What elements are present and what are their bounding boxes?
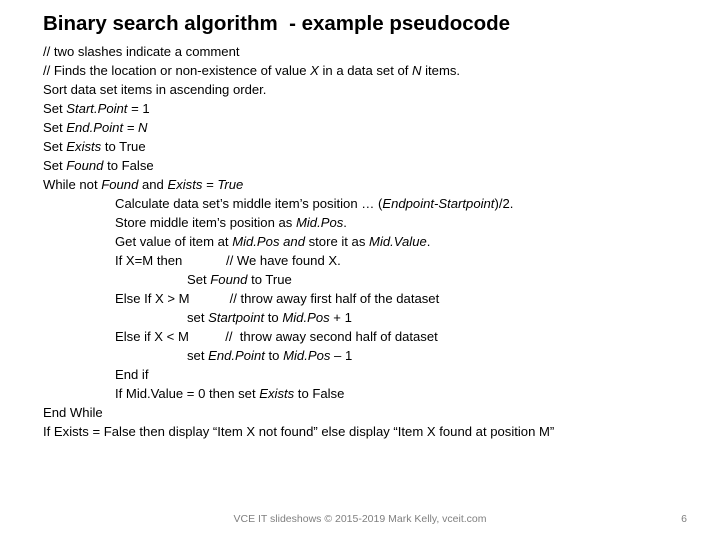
code-identifier: Mid.Pos [295, 215, 344, 230]
code-text: set [187, 348, 209, 363]
code-text: )/2. [494, 196, 514, 211]
code-line [43, 137, 693, 156]
code-line [43, 232, 693, 251]
code-text: in a data set of [318, 63, 413, 78]
code-text: // Finds the location or non-existence of value [43, 63, 311, 78]
code-line [43, 422, 693, 441]
code-text: Set [43, 101, 67, 116]
code-identifier: Mid.Value [369, 234, 427, 249]
code-text: items. [421, 63, 461, 78]
pseudocode-block [43, 42, 693, 441]
code-text: Else If X > M // throw away first half of the dataset [115, 291, 440, 306]
code-identifier: Startpoint [208, 310, 265, 325]
code-identifier: Mid.Pos and [232, 234, 305, 249]
page-number: 6 [681, 513, 687, 525]
code-text: End if [115, 367, 149, 382]
code-text: + 1 [329, 310, 352, 325]
code-line [43, 251, 693, 270]
code-text: to True [101, 139, 146, 154]
code-text: Sort data set items in ascending order. [43, 82, 267, 97]
code-line [43, 365, 693, 384]
code-identifier: Exists = True [167, 177, 244, 192]
code-identifier: Exists [66, 139, 102, 154]
code-text: Store middle item’s position as [115, 215, 296, 230]
code-line [43, 42, 693, 61]
code-line [43, 156, 693, 175]
code-text: Set [43, 120, 67, 135]
code-text: to [264, 310, 283, 325]
code-identifier: X [310, 63, 319, 78]
code-identifier: N [412, 63, 422, 78]
code-text: set [187, 310, 209, 325]
slide-title: Binary search algorithm - example pseudocode [43, 12, 511, 35]
code-text: . [343, 215, 347, 230]
code-text: Get value of item at [115, 234, 233, 249]
code-text: Else if X < M // throw away second half of dataset [115, 329, 438, 344]
code-line [43, 403, 693, 422]
code-text: to [264, 348, 284, 363]
code-text: If Exists = False then display “Item X not found” else display “Item X found at position M” [43, 424, 555, 439]
code-text: End While [43, 405, 103, 420]
code-text: . [426, 234, 431, 249]
code-text: If Mid.Value = 0 then set [115, 386, 260, 401]
code-identifier: Found [210, 272, 248, 287]
code-text: to False [294, 386, 345, 401]
code-line [43, 194, 693, 213]
code-text: Set [43, 139, 67, 154]
code-line [43, 80, 693, 99]
code-line [43, 118, 693, 137]
code-line [43, 213, 693, 232]
code-line [43, 61, 693, 80]
code-line [43, 308, 693, 327]
code-identifier: Mid.Pos [283, 348, 331, 363]
code-text: Set [43, 158, 67, 173]
code-text: store it as [304, 234, 370, 249]
code-line [43, 99, 693, 118]
code-line [43, 289, 693, 308]
code-identifier: End.Point = N [66, 120, 148, 135]
code-line [43, 270, 693, 289]
code-identifier: Found [101, 177, 139, 192]
slide-footer: VCE IT slideshows © 2015-2019 Mark Kelly, vceit.com [233, 513, 487, 525]
code-identifier: End.Point [208, 348, 265, 363]
code-identifier: Start.Point [66, 101, 128, 116]
code-line [43, 384, 693, 403]
code-text: to False [103, 158, 154, 173]
code-identifier: Endpoint-Startpoint [382, 196, 495, 211]
code-text: = 1 [127, 101, 150, 116]
code-text: – 1 [330, 348, 353, 363]
code-identifier: Exists [259, 386, 295, 401]
code-line [43, 346, 693, 365]
code-identifier: Mid.Pos [282, 310, 330, 325]
code-text: While not [43, 177, 102, 192]
code-text: Calculate data set’s middle item’s position … ( [115, 196, 383, 211]
code-text: to True [247, 272, 292, 287]
code-line [43, 175, 693, 194]
code-identifier: Found [66, 158, 104, 173]
code-text: If X=M then // We have found X. [115, 253, 341, 268]
code-text: and [138, 177, 168, 192]
code-line [43, 327, 693, 346]
code-text: // two slashes indicate a comment [43, 44, 240, 59]
code-text: Set [187, 272, 211, 287]
